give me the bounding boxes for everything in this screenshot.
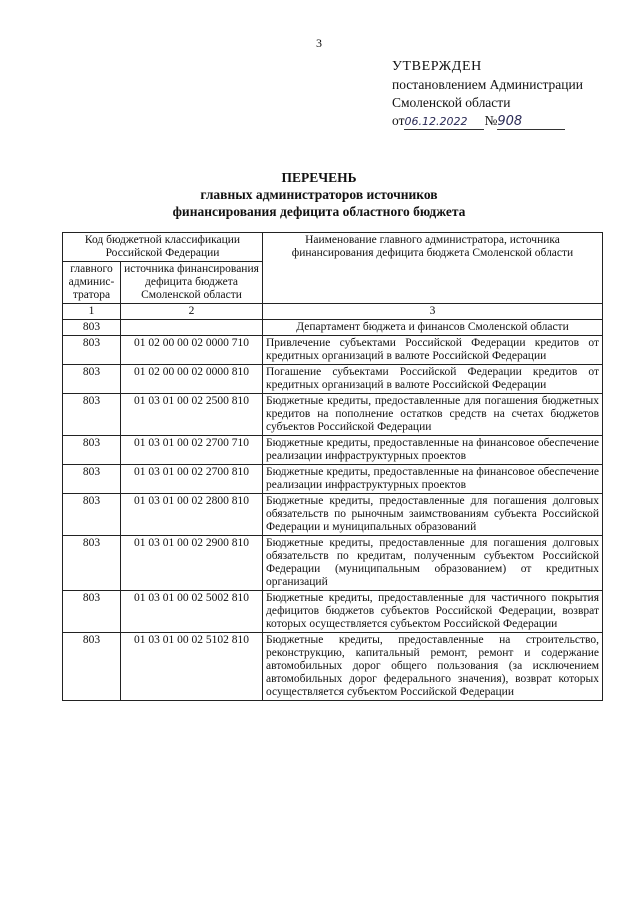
name-cell: Бюджетные кредиты, предоставленные на финансовое обеспечение реализации инфраструктурных проектов <box>263 465 603 494</box>
table-row <box>63 365 603 394</box>
source-code-cell: 01 02 00 00 02 0000 810 <box>121 365 263 394</box>
name-cell: Привлечение субъектами Российской Федерации кредитов от кредитных организаций в валюте Российской Федерации <box>263 336 603 365</box>
source-code-cell: 01 03 01 00 02 2700 810 <box>121 465 263 494</box>
admin-code-cell: 803 <box>63 436 121 465</box>
approval-stamp <box>392 58 583 130</box>
source-code-cell: 01 03 01 00 02 2500 810 <box>121 394 263 436</box>
table-row <box>63 436 603 465</box>
approval-line-1: постановлением Администрации <box>392 77 583 92</box>
administrators-table <box>62 232 603 701</box>
table-row <box>63 633 603 701</box>
source-code-cell <box>121 320 263 336</box>
column-number-2: 2 <box>121 304 263 320</box>
column-number-row <box>63 304 603 320</box>
heading-line-1: ПЕРЕЧЕНЬ <box>281 170 357 185</box>
column-number-3: 3 <box>263 304 603 320</box>
source-code-cell: 01 02 00 00 02 0000 710 <box>121 336 263 365</box>
source-code-cell: 01 03 01 00 02 2900 810 <box>121 536 263 591</box>
table-row <box>63 494 603 536</box>
table-row <box>63 336 603 365</box>
date-prefix: от <box>392 113 405 128</box>
name-cell: Бюджетные кредиты, предоставленные для погашения долговых обязательств по рыночным заимствованиям субъекта Российской Федерации и муниципальных образований <box>263 494 603 536</box>
table-row <box>63 465 603 494</box>
source-code-cell: 01 03 01 00 02 5002 810 <box>121 591 263 633</box>
number-prefix: № <box>484 113 498 128</box>
source-column-header: источника финансирования дефицита бюджета Смоленской области <box>121 262 263 304</box>
admin-code-cell: 803 <box>63 536 121 591</box>
table-row <box>63 536 603 591</box>
handwritten-number: 908 <box>497 115 565 130</box>
name-column-header: Наименование главного администратора, источника финансирования дефицита бюджета Смоленской области <box>263 233 603 304</box>
table-row <box>63 591 603 633</box>
column-number-1: 1 <box>63 304 121 320</box>
source-code-cell: 01 03 01 00 02 5102 810 <box>121 633 263 701</box>
heading-line-2: главных администраторов источников <box>200 187 438 202</box>
admin-code-cell: 803 <box>63 633 121 701</box>
source-code-cell: 01 03 01 00 02 2800 810 <box>121 494 263 536</box>
source-code-cell: 01 03 01 00 02 2700 710 <box>121 436 263 465</box>
admin-code-cell: 803 <box>63 336 121 365</box>
table-row <box>63 320 603 336</box>
name-cell: Бюджетные кредиты, предоставленные для погашения долговых обязательств по кредитам, полученным субъектом Российской Федерации (муниципальным образованием) от кредитных организаций <box>263 536 603 591</box>
admin-code-cell: 803 <box>63 394 121 436</box>
name-cell: Погашение субъектами Российской Федерации кредитов от кредитных организаций в валюте Российской Федерации <box>263 365 603 394</box>
name-cell: Бюджетные кредиты, предоставленные на строительство, реконструкцию, капитальный ремонт, ремонт и содержание автомобильных дорог общего пользования (за исключением автомобильных дорог федерального значения), возврат которых осуществляется субъектом Российской Федерации <box>263 633 603 701</box>
table-header-row-1 <box>63 233 603 262</box>
page-number: 3 <box>316 36 322 50</box>
admin-code-cell: 803 <box>63 465 121 494</box>
admin-code-cell: 803 <box>63 365 121 394</box>
heading-line-3: финансирования дефицита областного бюджета <box>172 204 466 219</box>
approval-line-2: Смоленской области <box>392 95 511 110</box>
name-cell: Департамент бюджета и финансов Смоленской области <box>263 320 603 336</box>
handwritten-date: 06.12.2022 <box>404 115 484 130</box>
name-cell: Бюджетные кредиты, предоставленные на финансовое обеспечение реализации инфраструктурных проектов <box>263 436 603 465</box>
name-cell: Бюджетные кредиты, предоставленные для погашения бюджетных кредитов на пополнение остатков средств на счетах бюджетов субъектов Российской Федерации <box>263 394 603 436</box>
admin-code-cell: 803 <box>63 320 121 336</box>
table-row <box>63 394 603 436</box>
code-group-header: Код бюджетной классификации Российской Федерации <box>63 233 263 262</box>
approval-title: УТВЕРЖДЕН <box>392 59 482 74</box>
name-cell: Бюджетные кредиты, предоставленные для частичного покрытия дефицитов бюджетов субъектов Российской Федерации, возврат которых осуществляется субъектом Российской Федерации <box>263 591 603 633</box>
approval-date-line <box>392 112 583 130</box>
admin-column-header: главного админис-тратора <box>63 262 121 304</box>
admin-code-cell: 803 <box>63 494 121 536</box>
admin-code-cell: 803 <box>63 591 121 633</box>
